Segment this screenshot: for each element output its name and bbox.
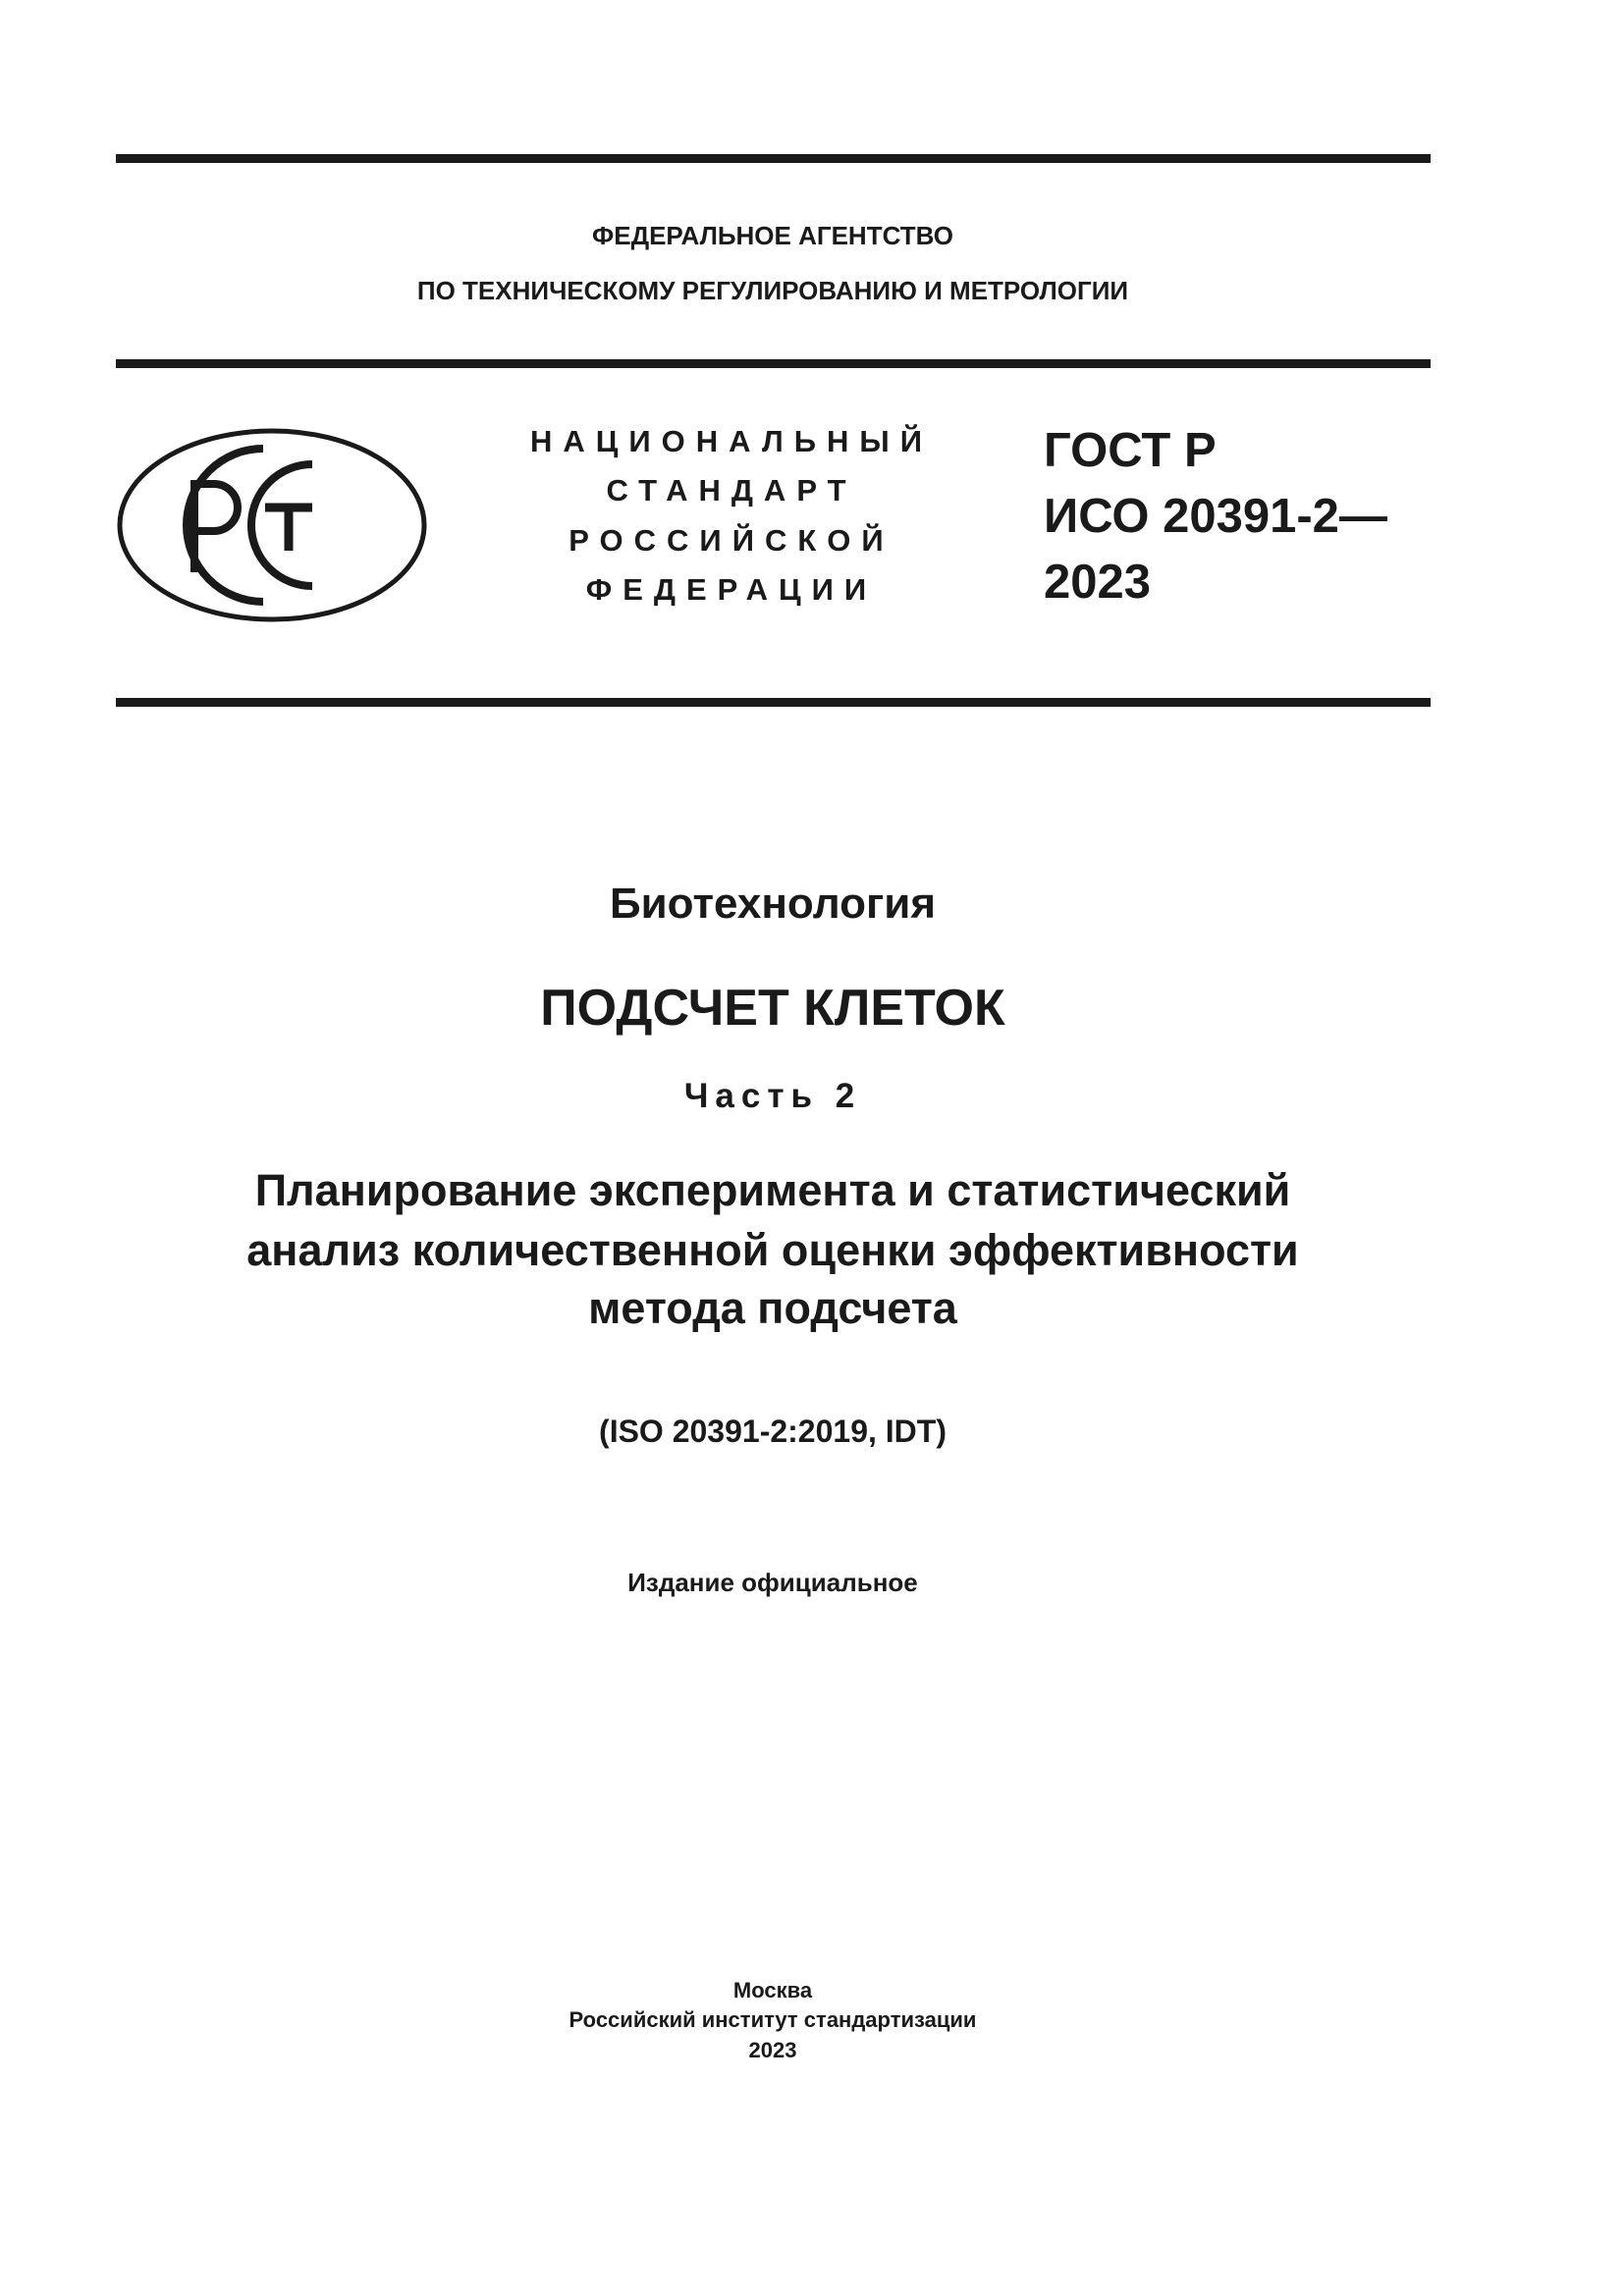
designation-line-2: ИСО 20391-2—: [1044, 490, 1387, 543]
standard-type-line-1: НАЦИОНАЛЬНЫЙ: [529, 424, 934, 458]
designation-line-1: ГОСТ Р: [1044, 424, 1217, 477]
imprint-city: Москва: [732, 1978, 813, 2002]
imprint-publisher: Российский институт стандартизации: [568, 2007, 977, 2032]
standard-type-line-3: РОССИЙСКОЙ: [568, 523, 894, 558]
designation-rule: [116, 698, 1431, 707]
header-rule: [116, 359, 1431, 368]
agency-line-1: ФЕДЕРАЛЬНОЕ АГЕНТСТВО: [592, 221, 953, 250]
main-title: ПОДСЧЕТ КЛЕТОК: [540, 980, 1005, 1037]
part-label: Часть 2: [683, 1077, 862, 1115]
subtitle-line-3: метода подсчета: [588, 1283, 957, 1333]
subtitle-line-2: анализ количественной оценки эффективности: [246, 1225, 1299, 1275]
designation-line-3: 2023: [1044, 556, 1152, 609]
rst-logo-icon: [116, 427, 428, 623]
standard-type-line-2: СТАНДАРТ: [606, 473, 857, 507]
iso-reference: (ISO 20391-2:2019, IDT): [599, 1414, 947, 1449]
top-rule: [116, 154, 1431, 163]
edition-label: Издание официальное: [627, 1568, 918, 1597]
imprint-year: 2023: [748, 2038, 797, 2062]
agency-line-2: ПО ТЕХНИЧЕСКОМУ РЕГУЛИРОВАНИЮ И МЕТРОЛОГИИ: [416, 276, 1129, 305]
subject-title: Биотехнология: [609, 880, 937, 928]
subtitle-line-1: Планирование эксперимента и статистический: [254, 1165, 1291, 1215]
standard-type-line-4: ФЕДЕРАЦИИ: [585, 572, 878, 607]
